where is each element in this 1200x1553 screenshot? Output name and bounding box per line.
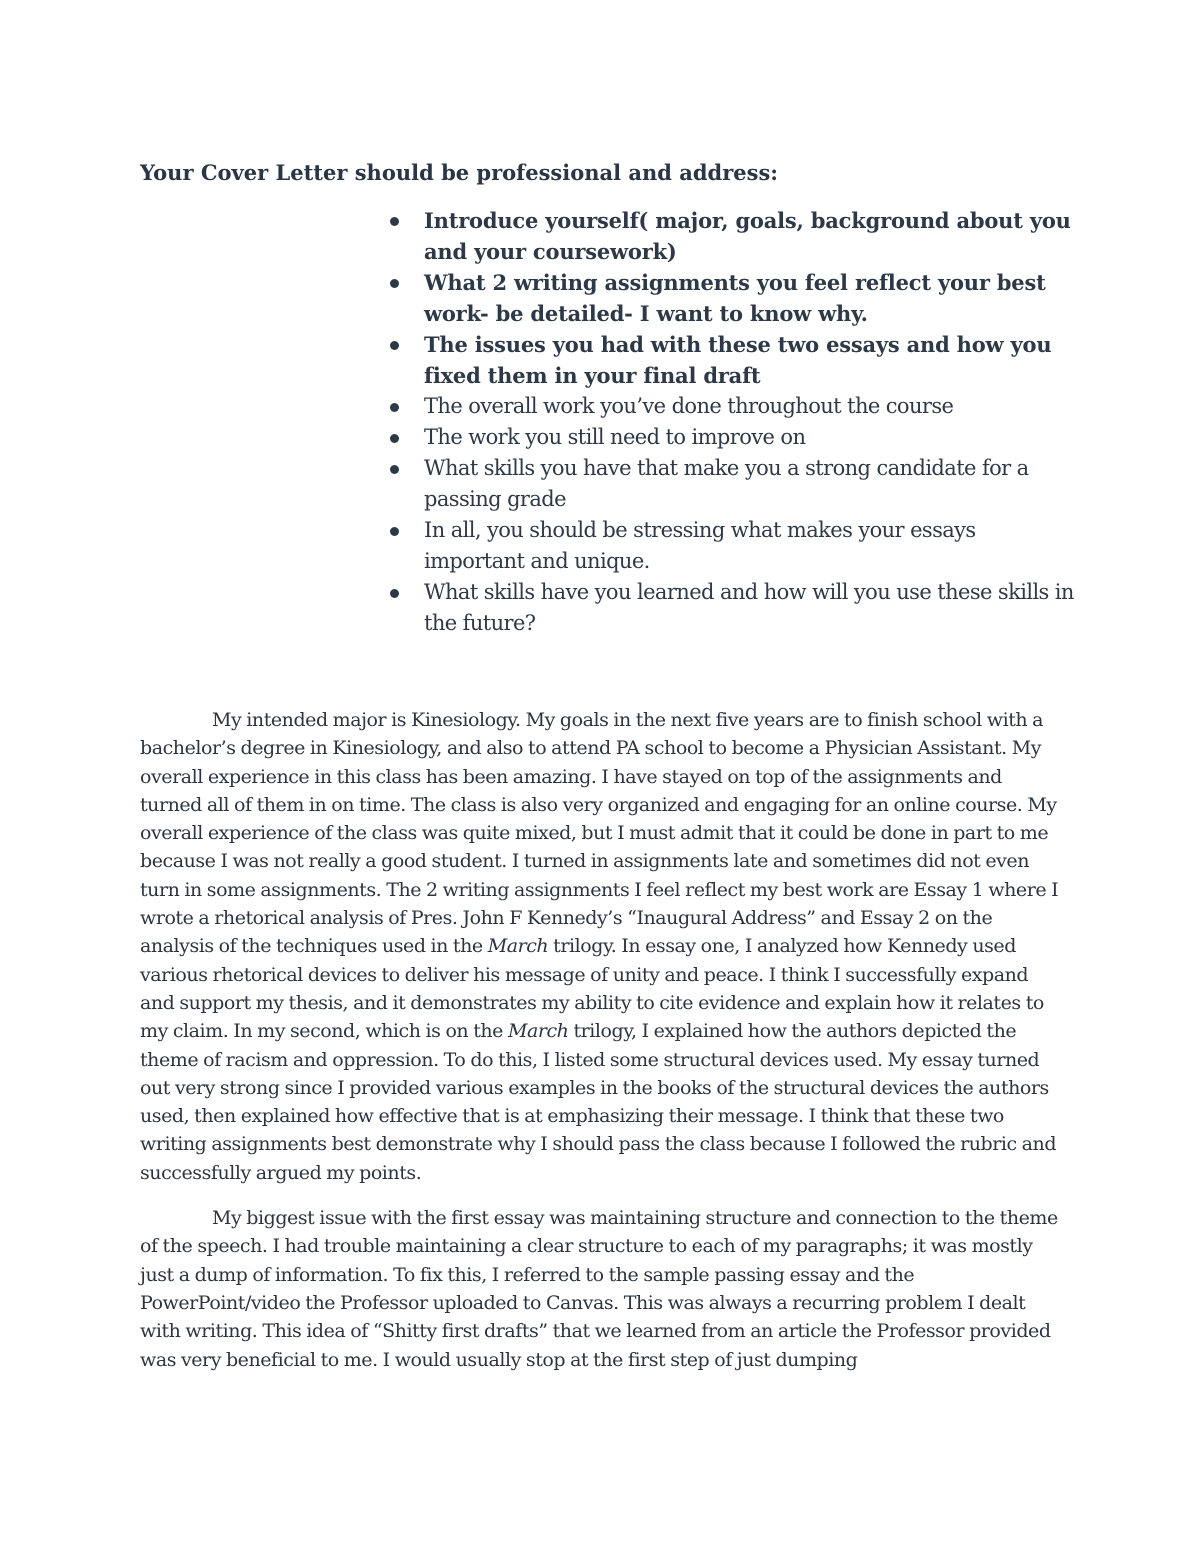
book-title: March [507, 1020, 569, 1043]
requirement-item [388, 205, 1078, 267]
requirement-text: The issues you had with these two essays and how you fixed them in your final draft [424, 332, 1052, 388]
requirement-item [388, 391, 1078, 422]
bullet-icon [390, 341, 399, 350]
letter-body [140, 706, 1062, 1374]
requirement-text: In all, you should be stressing what makes your essays important and unique. [424, 518, 976, 573]
bullet-icon [390, 465, 399, 474]
requirement-item [388, 515, 1078, 577]
bullet-icon [390, 279, 399, 288]
requirement-text: The overall work you’ve done throughout the course [424, 394, 954, 418]
bullet-icon [390, 527, 399, 536]
bullet-icon [390, 589, 399, 598]
requirement-item [388, 577, 1078, 639]
bullet-icon [390, 217, 399, 226]
requirement-item [388, 453, 1078, 515]
bullet-icon [390, 434, 399, 443]
requirement-item [388, 329, 1078, 391]
requirement-text: Introduce yourself( major, goals, background about you and your coursework) [424, 208, 1071, 264]
requirement-text: What skills you have that make you a strong candidate for a passing grade [424, 456, 1029, 511]
paragraph-text: trilogy. In essay one, I analyzed how Kennedy used various rhetorical devices to deliver his message of unity and peace. I think I successfully expand and support my thesis, and it demonstrates my ability to cite evidence and explain how it relates to my claim. In my second, which is on the [140, 935, 1044, 1043]
requirement-text: What skills have you learned and how will you use these skills in the future? [424, 580, 1074, 635]
requirement-item [388, 267, 1078, 329]
requirement-text: The work you still need to improve on [424, 425, 806, 449]
requirement-text: What 2 writing assignments you feel reflect your best work- be detailed- I want to know why. [424, 270, 1046, 326]
cover-letter-heading: Your Cover Letter should be professional and address: [140, 160, 779, 185]
book-title: March [487, 935, 549, 958]
paragraph-text: trilogy, I explained how the authors depicted the theme of racism and oppression. To do this, I listed some structural devices used. My essay turned out very strong since I provided various examples in the books of the structural devices the authors used, then explained how effective that is at emphasizing their message. I think that these two writing assignments best demonstrate why I should pass the class because I followed the rubric and successfully argued my points. [140, 1020, 1057, 1184]
paragraph-text: My intended major is Kinesiology. My goals in the next five years are to finish school with a bachelor’s degree in Kinesiology, and also to attend PA school to become a Physician Assistant. My overall experience in this class has been amazing. I have stayed on top of the assignments and turned all of them in on time. The class is also very organized and engaging for an online course. My overall experience of the class was quite mixed, but I must admit that it could be done in part to me because I was not really a good student. I turned in assignments late and sometimes did not even turn in some assignments. The 2 writing assignments I feel reflect my best work are Essay 1 where I wrote a rhetorical analysis of Pres. John F Kennedy’s “Inaugural Address” and Essay 2 on the analysis of the techniques used in the [140, 709, 1059, 958]
bullet-icon [390, 403, 399, 412]
requirement-item [388, 422, 1078, 453]
requirements-list [388, 205, 1078, 639]
body-paragraph-1 [140, 706, 1062, 1187]
body-paragraph-2: My biggest issue with the first essay was maintaining structure and connection to the theme of the speech. I had trouble maintaining a clear structure to each of my paragraphs; it was mostly just a dump of information. To fix this, I referred to the sample passing essay and the PowerPoint/video the Professor uploaded to Canvas. This was always a recurring problem I dealt with writing. This idea of “Shitty first drafts” that we learned from an article the Professor provided was very beneficial to me. I would usually stop at the first step of just dumping [140, 1207, 1058, 1371]
